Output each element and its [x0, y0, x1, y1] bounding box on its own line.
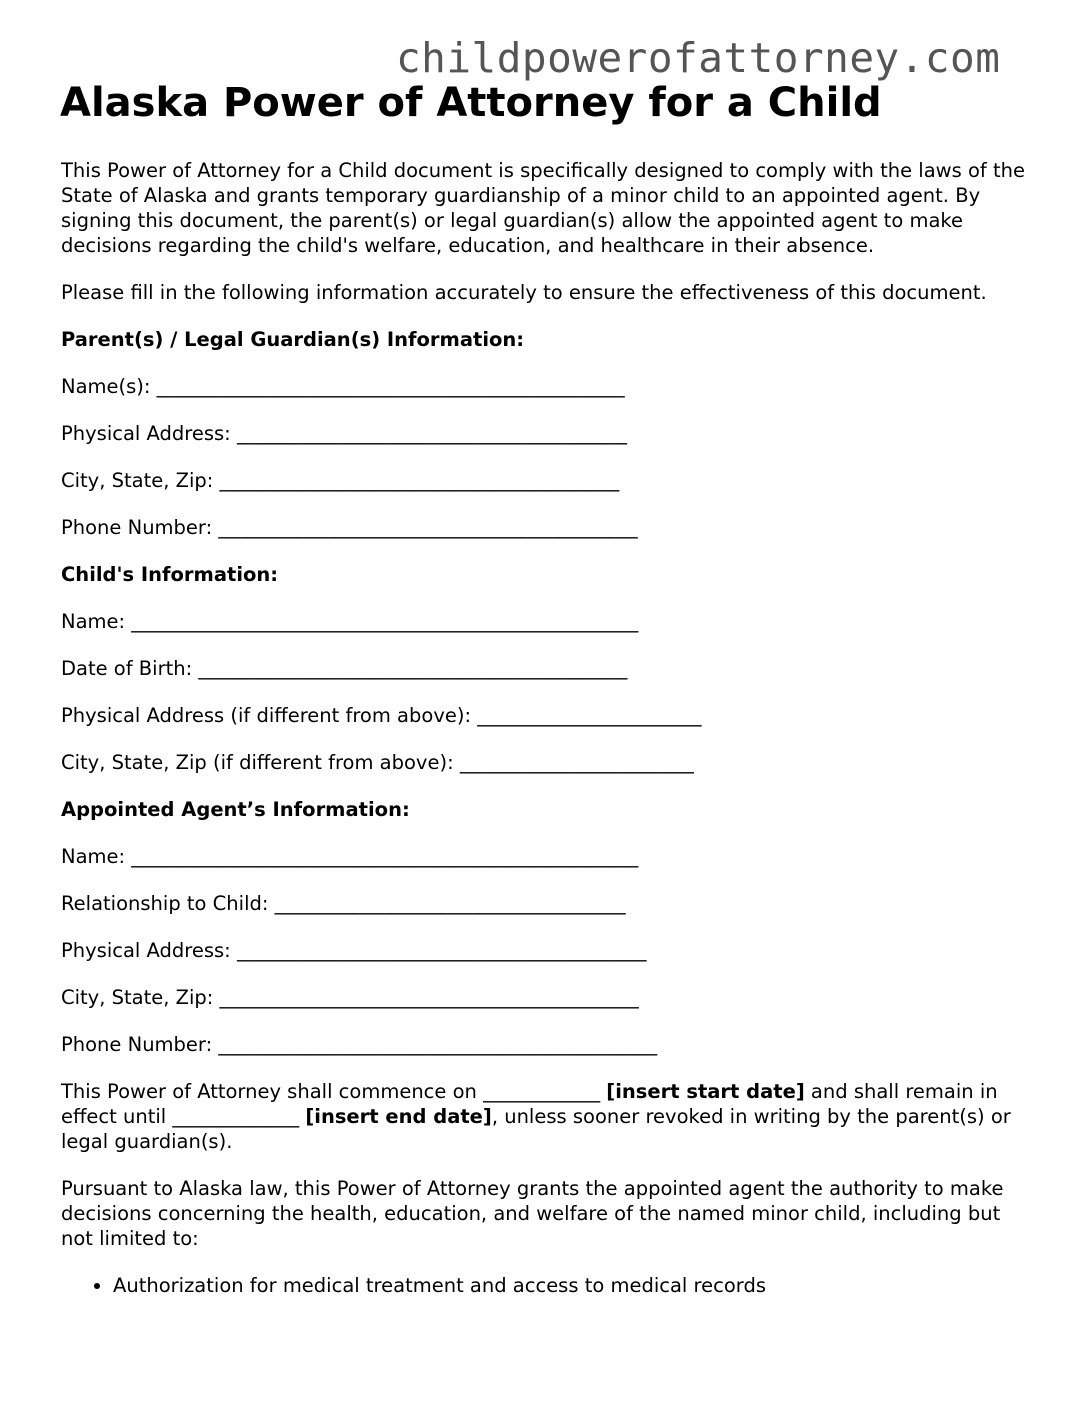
child-name-field[interactable]: Name: ____________________________________________________	[61, 610, 639, 633]
end-date-placeholder[interactable]: [insert end date]	[305, 1105, 492, 1128]
child-city-state-zip-field[interactable]: City, State, Zip (if different from above): ________________________	[61, 751, 694, 774]
term-text-1: This Power of Attorney shall commence on ____________	[61, 1080, 607, 1103]
agent-relationship-field[interactable]: Relationship to Child: ____________________________________	[61, 892, 626, 915]
document-body	[61, 158, 1036, 1298]
authority-list-item: • Authorization for medical treatment and access to medical records	[113, 1273, 1036, 1298]
parent-city-state-zip-field[interactable]: City, State, Zip: _________________________________________	[61, 469, 620, 492]
term-text-2: and shall remain in effect until _____________	[61, 1080, 998, 1128]
instructions-paragraph: Please fill in the following information accurately to ensure the effectiveness of this document.	[61, 281, 987, 304]
parent-phone-field[interactable]: Phone Number: ___________________________________________	[61, 516, 638, 539]
term-text-3: , unless sooner revoked in writing by the parent(s) or legal guardian(s).	[61, 1105, 1011, 1153]
term-paragraph	[61, 1079, 1036, 1154]
agent-name-field[interactable]: Name: ____________________________________________________	[61, 845, 639, 868]
agent-phone-field[interactable]: Phone Number: _____________________________________________	[61, 1033, 658, 1056]
authority-paragraph: Pursuant to Alaska law, this Power of Attorney grants the appointed agent the authority to make decisions concerning the health, education, and welfare of the named minor child, including but not limited to:	[61, 1177, 1004, 1250]
agent-address-field[interactable]: Physical Address: __________________________________________	[61, 939, 647, 962]
child-address-field[interactable]: Physical Address (if different from above): _______________________	[61, 704, 702, 727]
child-dob-field[interactable]: Date of Birth: ____________________________________________	[61, 657, 628, 680]
parent-section-heading: Parent(s) / Legal Guardian(s) Information:	[61, 328, 525, 351]
start-date-placeholder[interactable]: [insert start date]	[606, 1080, 805, 1103]
agent-city-state-zip-field[interactable]: City, State, Zip: ___________________________________________	[61, 986, 639, 1009]
parent-names-field[interactable]: Name(s): ________________________________________________	[61, 375, 625, 398]
intro-paragraph: This Power of Attorney for a Child document is specifically designed to comply with the laws of the State of Alaska and grants temporary guardianship of a minor child to an appointed agent. By signing this document, the parent(s) or legal guardian(s) allow the appointed agent to make decisions regarding the child's welfare, education, and healthcare in their absence.	[61, 159, 1025, 257]
parent-address-field[interactable]: Physical Address: ________________________________________	[61, 422, 627, 445]
watermark: childpowerofattorney.com	[396, 34, 1001, 82]
child-section-heading: Child's Information:	[61, 563, 279, 586]
document-title: Alaska Power of Attorney for a Child	[60, 80, 882, 126]
agent-section-heading: Appointed Agent’s Information:	[61, 798, 410, 821]
authority-list	[61, 1273, 1036, 1298]
